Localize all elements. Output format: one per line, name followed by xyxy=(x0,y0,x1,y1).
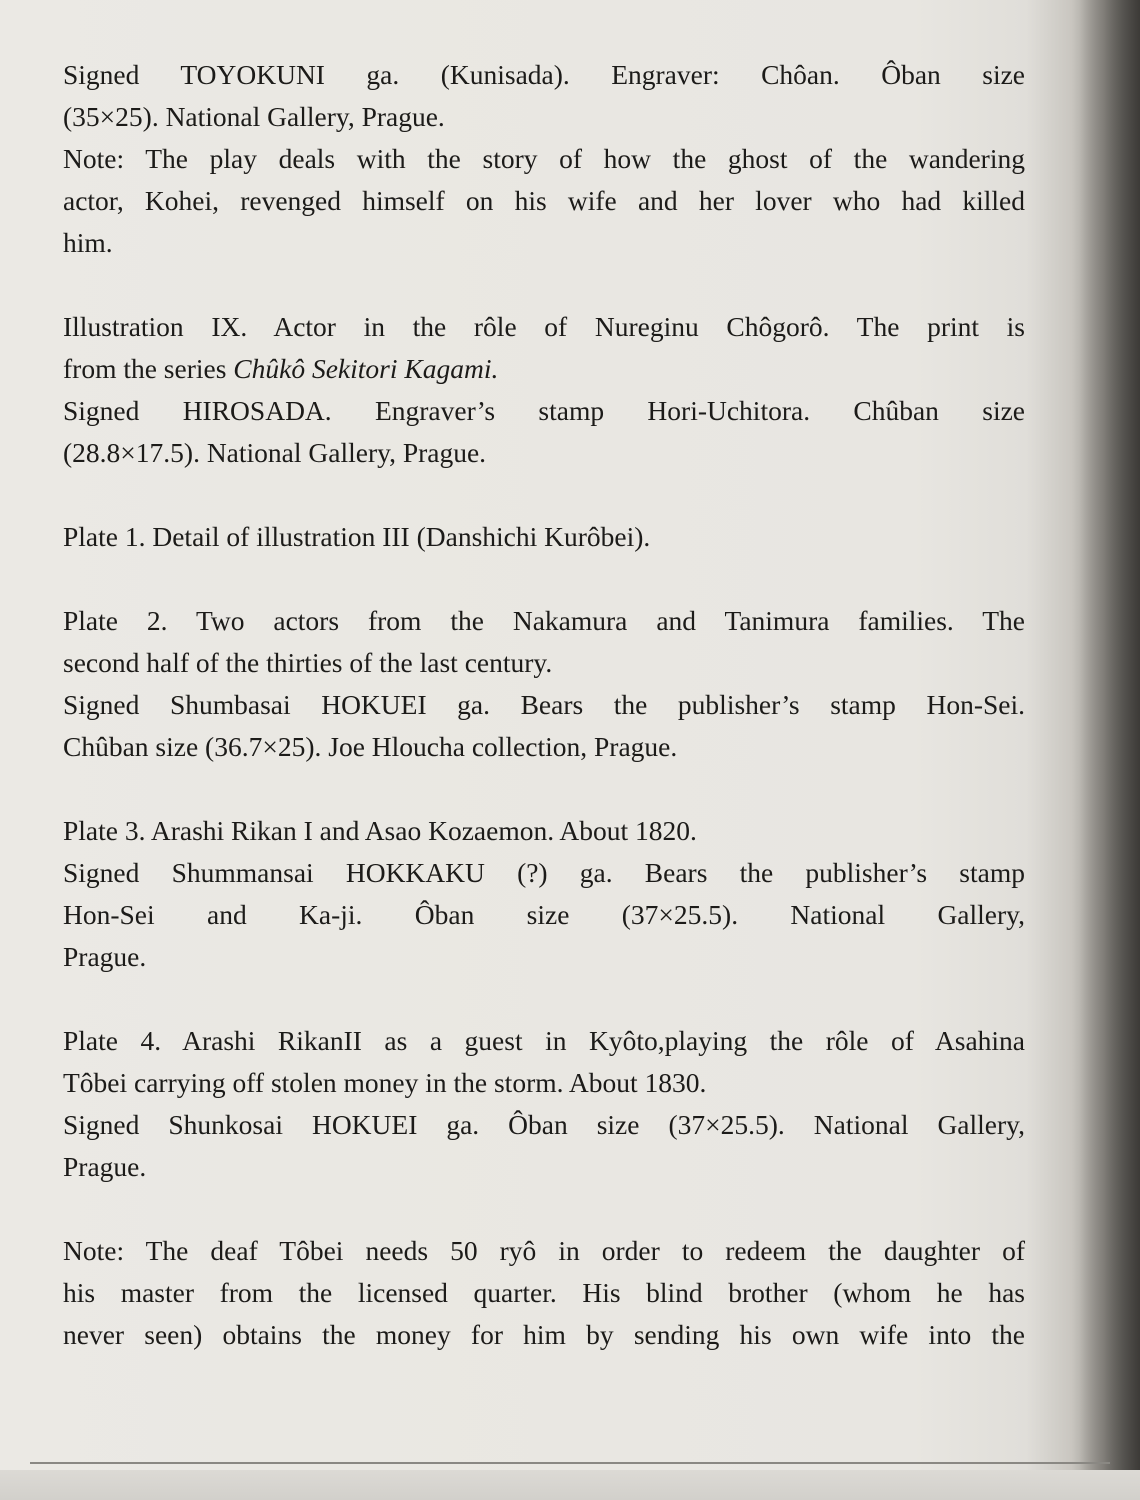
text-line: Signed Shummansai HOKKAKU (?) ga. Bears the publisher’s stamp xyxy=(63,857,1025,888)
text-line: second half of the thirties of the last century. xyxy=(63,647,553,678)
text-line: Signed TOYOKUNI ga. (Kunisada). Engraver: Chôan. Ôban size xyxy=(63,59,1025,90)
text-line: Hon-Sei and Ka-ji. Ôban size (37×25.5). National Gallery, xyxy=(63,899,1025,930)
text-line: Chûban size (36.7×25). Joe Hloucha collection, Prague. xyxy=(63,731,678,762)
text-line xyxy=(63,348,1025,390)
page-bottom-edge xyxy=(30,1462,1110,1464)
text-line: (35×25). National Gallery, Prague. xyxy=(63,101,445,132)
text-line: Signed Shumbasai HOKUEI ga. Bears the publisher’s stamp Hon-Sei. xyxy=(63,689,1025,720)
caption-entry xyxy=(63,600,1025,768)
series-title: Chûkô Sekitori Kagami. xyxy=(233,353,499,384)
text-line: Note: The play deals with the story of how the ghost of the wandering xyxy=(63,143,1025,174)
book-gutter-shadow xyxy=(1080,0,1140,1500)
text-line: Plate 2. Two actors from the Nakamura and Tanimura families. The xyxy=(63,605,1025,636)
text-line: Prague. xyxy=(63,941,147,972)
text-line: (28.8×17.5). National Gallery, Prague. xyxy=(63,437,487,468)
text-line: Tôbei carrying off stolen money in the storm. About 1830. xyxy=(63,1067,707,1098)
caption-entry xyxy=(63,306,1025,474)
text-segment: from the series xyxy=(63,353,234,384)
page-bottom-margin xyxy=(0,1470,1140,1500)
text-line: Note: The deaf Tôbei needs 50 ryô in order to redeem the daughter of xyxy=(63,1235,1025,1266)
text-line: actor, Kohei, revenged himself on his wife and her lover who had killed xyxy=(63,185,1025,216)
text-line: Prague. xyxy=(63,1151,147,1182)
text-line: Illustration IX. Actor in the rôle of Nureginu Chôgorô. The print is xyxy=(63,311,1025,342)
caption-entry xyxy=(63,810,1025,978)
text-line: Plate 4. Arashi RikanII as a guest in Kyôto,playing the rôle of Asahina xyxy=(63,1025,1025,1056)
text-line: Plate 3. Arashi Rikan I and Asao Kozaemon. About 1820. xyxy=(63,815,697,846)
caption-entry xyxy=(63,54,1025,264)
text-line: his master from the licensed quarter. His blind brother (whom he has xyxy=(63,1277,1025,1308)
caption-entry xyxy=(63,1020,1025,1188)
caption-entry xyxy=(63,516,1025,558)
body-text xyxy=(63,54,1025,1398)
caption-entry xyxy=(63,1230,1025,1356)
text-line: Plate 1. Detail of illustration III (Danshichi Kurôbei). xyxy=(63,521,651,552)
text-line: him. xyxy=(63,227,113,258)
text-line: never seen) obtains the money for him by sending his own wife into the xyxy=(63,1319,1025,1350)
text-line: Signed HIROSADA. Engraver’s stamp Hori-Uchitora. Chûban size xyxy=(63,395,1025,426)
text-line: Signed Shunkosai HOKUEI ga. Ôban size (37×25.5). National Gallery, xyxy=(63,1109,1025,1140)
